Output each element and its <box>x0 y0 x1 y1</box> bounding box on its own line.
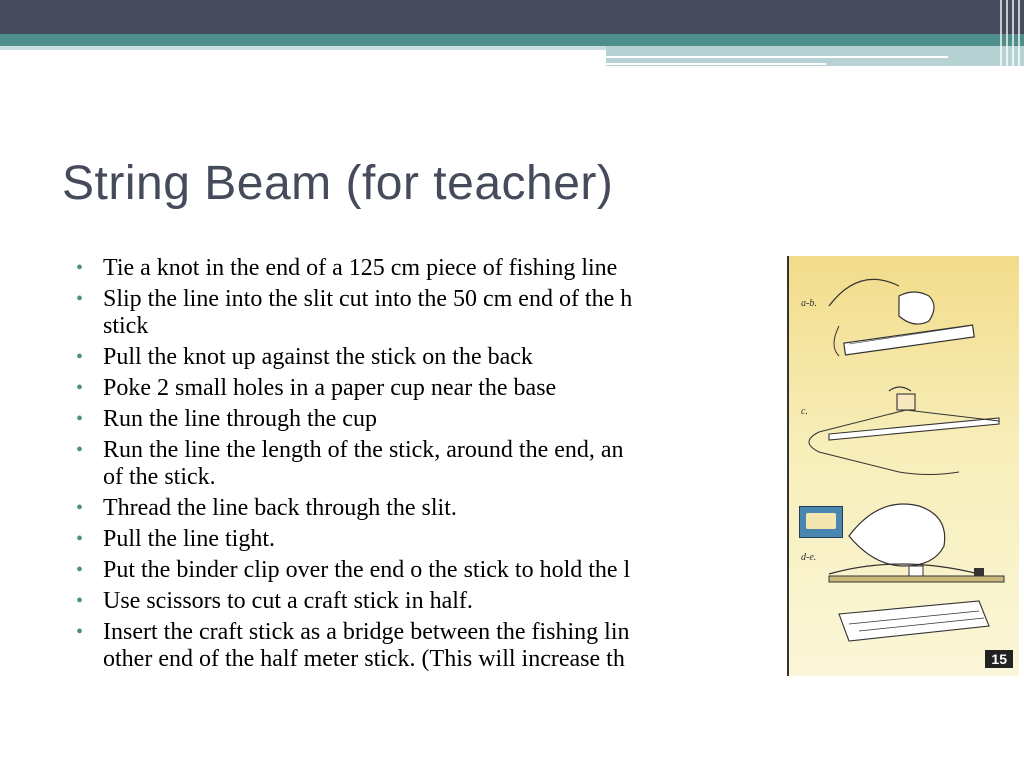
bullet-dot-icon: • <box>76 377 84 399</box>
bullet-text: Pull the line tight. <box>103 526 275 552</box>
slide-title: String Beam (for teacher) <box>62 157 614 210</box>
bullet-text: Use scissors to cut a craft stick in half. <box>103 588 473 614</box>
bullet-dot-icon: • <box>76 590 84 612</box>
bullet-item <box>76 495 796 522</box>
page-number-badge: 15 <box>985 650 1013 668</box>
bullet-dot-icon: • <box>76 528 84 550</box>
figure-label-ab: a-b. <box>801 298 817 309</box>
bullet-text: Insert the craft stick as a bridge between the fishing lin other end of the half meter stick. (This will increase th <box>103 619 630 672</box>
bullet-dot-icon: • <box>76 497 84 519</box>
bullet-item <box>76 255 796 282</box>
figure-label-de: d-e. <box>801 552 817 563</box>
illustration-panel <box>787 256 1019 676</box>
bullet-item <box>76 588 796 615</box>
book-icon[interactable] <box>799 506 843 538</box>
header-white-line-short <box>606 63 826 65</box>
bullet-item <box>76 526 796 553</box>
bullet-text: Run the line through the cup <box>103 406 377 432</box>
bullet-list <box>76 255 796 677</box>
bullet-text: Put the binder clip over the end o the stick to hold the l <box>103 557 631 583</box>
bullet-text: Run the line the length of the stick, around the end, an of the stick. <box>103 437 624 490</box>
bullet-dot-icon: • <box>76 257 84 279</box>
bullet-text: Slip the line into the slit cut into the 50 cm end of the h stick <box>103 286 633 339</box>
bullet-dot-icon: • <box>76 288 84 310</box>
bullet-text: Pull the knot up against the stick on the back <box>103 344 533 370</box>
string-beam-sketch <box>789 256 1019 676</box>
header-white-line <box>606 56 948 58</box>
bullet-dot-icon: • <box>76 346 84 368</box>
bullet-item <box>76 286 796 340</box>
bullet-dot-icon: • <box>76 621 84 643</box>
bullet-dot-icon: • <box>76 408 84 430</box>
bullet-item <box>76 437 796 491</box>
header-corner-lines <box>996 0 1024 70</box>
bullet-item <box>76 406 796 433</box>
figure-label-c: c. <box>801 406 808 417</box>
bullet-item <box>76 619 796 673</box>
bullet-item <box>76 557 796 584</box>
bullet-item <box>76 375 796 402</box>
bullet-text: Poke 2 small holes in a paper cup near the base <box>103 375 557 401</box>
bullet-dot-icon: • <box>76 439 84 461</box>
header-teal-bar <box>0 34 1024 46</box>
bullet-dot-icon: • <box>76 559 84 581</box>
bullet-text: Tie a knot in the end of a 125 cm piece of fishing line <box>103 255 618 281</box>
bullet-item <box>76 344 796 371</box>
header-light-stripe <box>0 46 606 50</box>
bullet-text: Thread the line back through the slit. <box>103 495 457 521</box>
header-dark-bar <box>0 0 1024 34</box>
